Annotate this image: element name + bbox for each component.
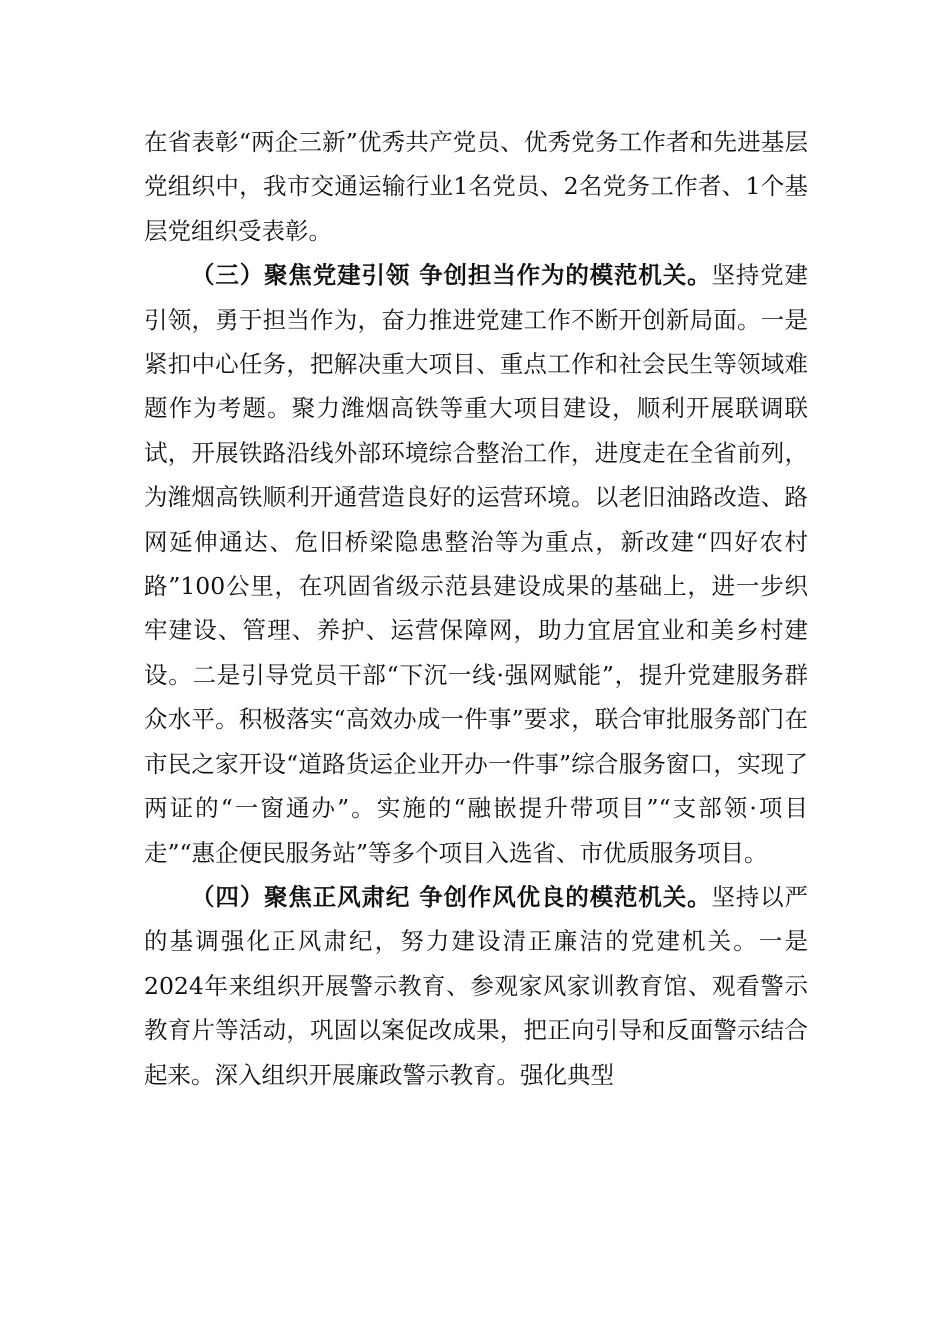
paragraph-awards-text: 在省表彰“两企三新”优秀共产党员、优秀党务工作者和先进基层党组织中，我市交通运输行业1名党员、2名党务工作者、1个基层党组织受表彰。: [144, 128, 808, 245]
section-four-text: 坚持以严的基调强化正风肃纪，努力建设清正廉洁的党建机关。一是2024年来组织开展警示教育、参观家风家训教育馆、观看警示教育片等活动，巩固以案促改成果，把正向引导和反面警示结合起来。深入组织开展廉政警示教育。强化典型: [144, 882, 808, 1089]
section-four-heading: （四）聚焦正风肃纪 争创作风优良的模范机关。: [191, 882, 712, 911]
document-body: [144, 120, 808, 1097]
section-three-heading: （三）聚焦党建引领 争创担当作为的模范机关。: [191, 261, 712, 290]
paragraph-section-four: [144, 875, 808, 1097]
section-three-text: 坚持党建引领，勇于担当作为，奋力推进党建工作不断开创新局面。一是紧扣中心任务，把解决重大项目、重点工作和社会民生等领域难题作为考题。聚力潍烟高铁等重大项目建设，顺利开展联调联试，开展铁路沿线外部环境综合整治工作，进度走在全省前列，为潍烟高铁顺利开通营造良好的运营环境。以老旧油路改造、路网延伸通达、危旧桥梁隐患整治等为重点，新改建“四好农村路”100公里，在巩固省级示范县建设成果的基础上，进一步织牢建设、管理、养护、运营保障网，助力宜居宜业和美乡村建设。二是引导党员干部“下沉一线·强网赋能”，提升党建服务群众水平。积极落实“高效办成一件事”要求，联合审批服务部门在市民之家开设“道路货运企业开办一件事”综合服务窗口，实现了两证的“一窗通办”。实施的“融嵌提升带项目”“支部领·项目走”“惠企便民服务站”等多个项目入选省、市优质服务项目。: [144, 261, 808, 867]
paragraph-awards: [144, 120, 808, 253]
paragraph-section-three: [144, 253, 808, 875]
